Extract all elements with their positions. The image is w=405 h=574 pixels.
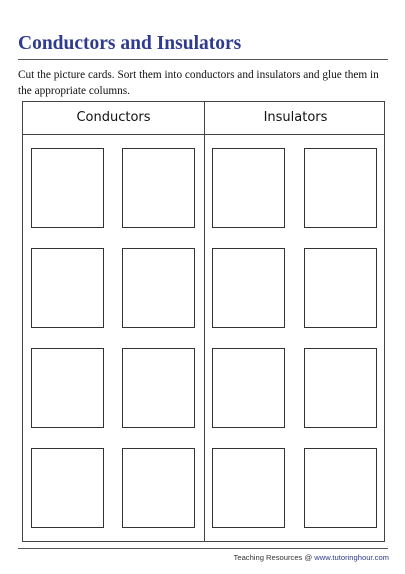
card-slot-conductors-4	[122, 248, 195, 328]
card-slot-conductors-2	[122, 148, 195, 228]
card-slot-conductors-6	[122, 348, 195, 428]
column-divider	[204, 102, 205, 541]
footer-credit	[234, 553, 389, 562]
card-slot-insulators-8	[304, 448, 377, 528]
sorting-table	[22, 101, 385, 542]
card-slot-insulators-5	[212, 348, 285, 428]
card-slot-insulators-2	[304, 148, 377, 228]
card-slot-insulators-1	[212, 148, 285, 228]
footer-divider	[18, 548, 388, 549]
footer-prefix: Teaching Resources @	[233, 553, 315, 562]
card-slot-insulators-4	[304, 248, 377, 328]
column-header-conductors: Conductors	[76, 110, 151, 125]
card-slot-conductors-3	[31, 248, 104, 328]
page-title: Conductors and Insulators	[18, 33, 242, 54]
card-slot-insulators-6	[304, 348, 377, 428]
card-slot-conductors-1	[31, 148, 104, 228]
instructions-text: Cut the picture cards. Sort them into conductors and insulators and glue them in the appropriate columns.	[18, 69, 379, 97]
footer-site-link[interactable]: www.tutoringhour.com	[314, 553, 389, 562]
card-slot-conductors-8	[122, 448, 195, 528]
card-slot-insulators-7	[212, 448, 285, 528]
card-slot-conductors-5	[31, 348, 104, 428]
column-header-insulators: Insulators	[263, 110, 328, 125]
card-slot-insulators-3	[212, 248, 285, 328]
card-slot-conductors-7	[31, 448, 104, 528]
title-divider	[18, 59, 388, 60]
